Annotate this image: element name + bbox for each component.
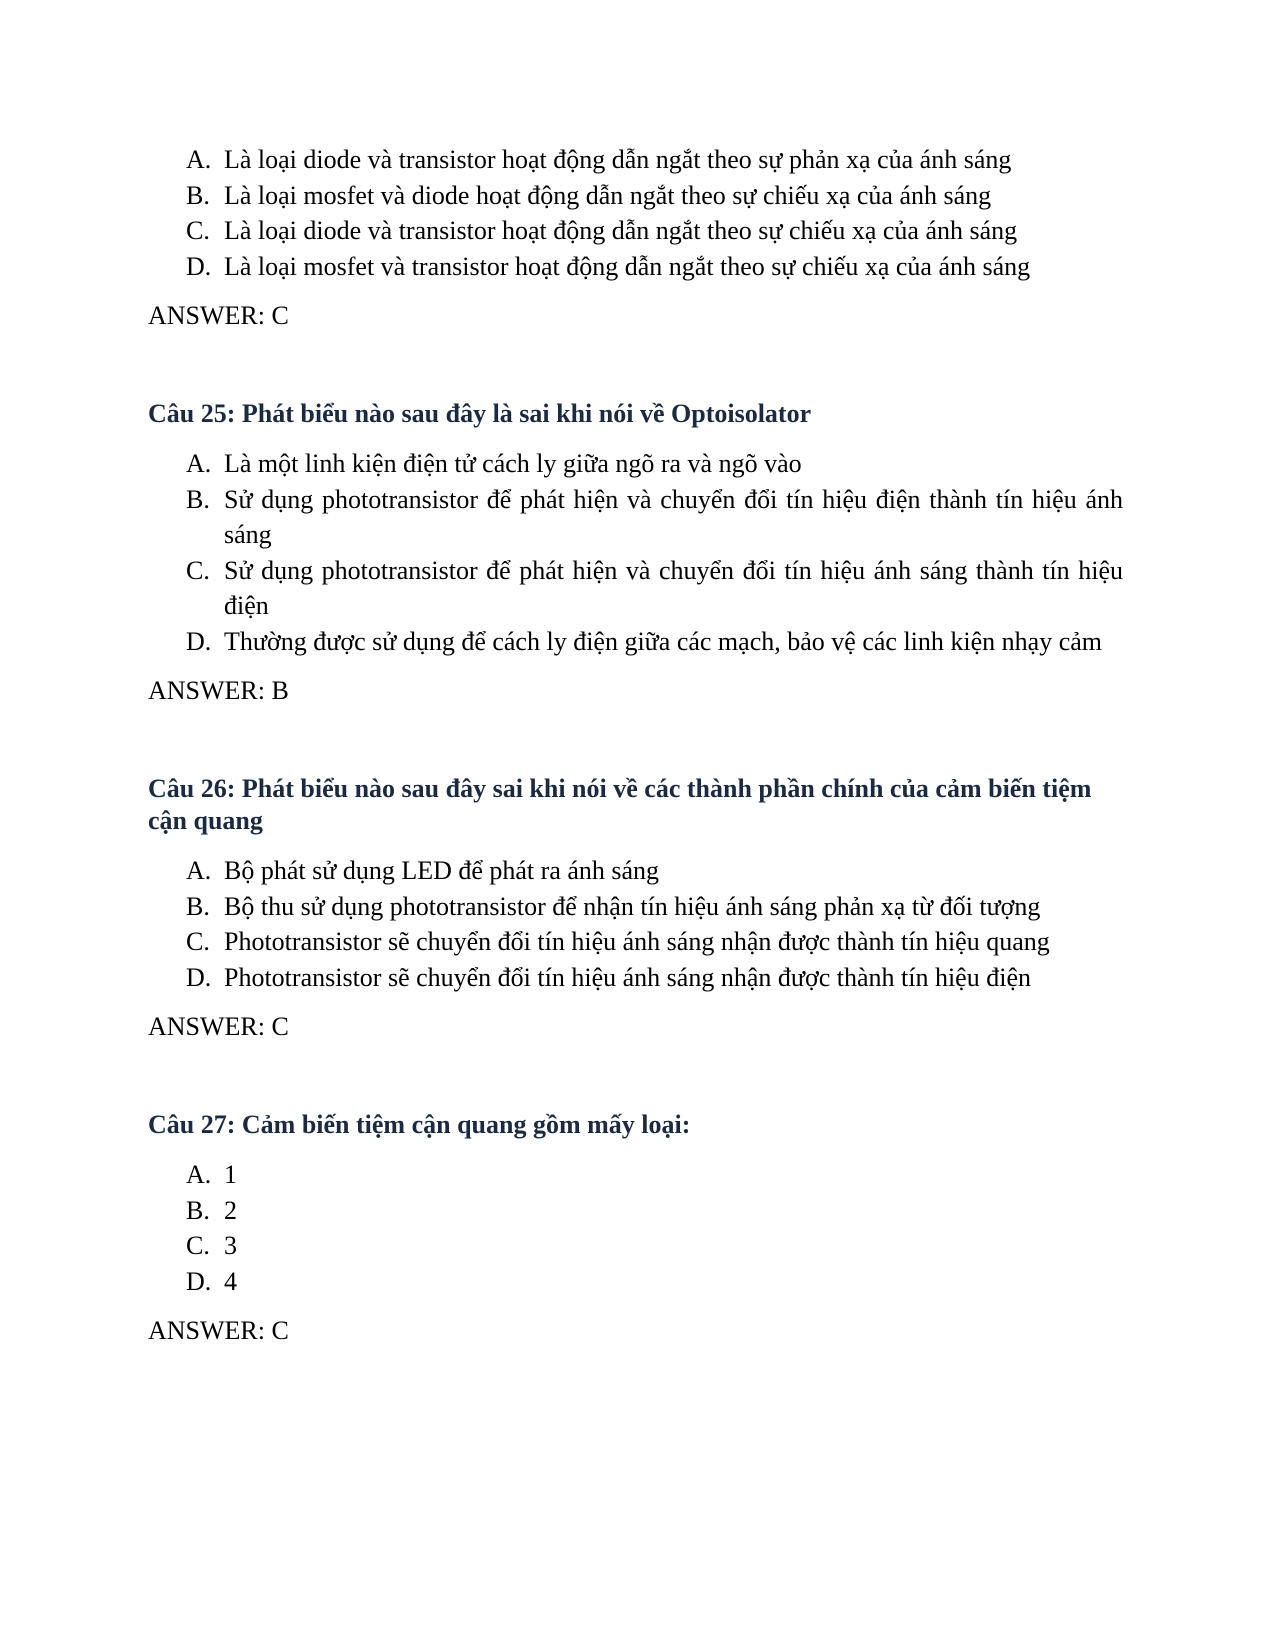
option-letter: B. [186,484,210,514]
option-letter: C. [186,1231,210,1260]
spacer [148,709,1123,773]
question-block-26 [148,773,1123,1045]
document-page [148,142,1123,1349]
question-block-24 [148,142,1123,334]
option-text: 3 [224,1231,237,1260]
option-d [148,624,1123,660]
option-letter: B. [186,180,210,210]
answer-line: ANSWER: C [148,1316,289,1345]
answer-line: ANSWER: B [148,676,289,705]
answer-line: ANSWER: C [148,301,289,330]
option-letter: A. [186,449,212,478]
option-letter: D. [186,251,212,281]
option-c [148,553,1123,624]
option-text: Là loại mosfet và transistor hoạt động dẫn ngắt theo sự chiếu xạ của ánh sáng [224,251,1031,281]
option-d [148,1264,1123,1300]
option-text: Là loại diode và transistor hoạt động dẫn ngắt theo sự phản xạ của ánh sáng [224,145,1012,174]
option-letter: D. [186,962,212,992]
options-list [148,446,1123,659]
option-a [148,446,1123,482]
option-text: Phototransistor sẽ chuyển đổi tín hiệu ánh sáng nhận được thành tín hiệu điện [224,962,1031,992]
spacer [148,1045,1123,1109]
option-b [148,889,1123,925]
option-text: Sử dụng phototransistor để phát hiện và chuyển đổi tín hiệu điện thành tín hiệu ánh sáng [224,484,1123,549]
question-heading: Câu 25: Phát biểu nào sau đây là sai khi nói về Optoisolator [148,399,812,428]
answer-line: ANSWER: C [148,1012,289,1041]
question-heading: Câu 27: Cảm biến tiệm cận quang gồm mấy loại: [148,1110,691,1139]
option-text: Bộ thu sử dụng phototransistor để nhận tín hiệu ánh sáng phản xạ từ đối tượng [224,891,1041,921]
option-text: Là loại diode và transistor hoạt động dẫn ngắt theo sự chiếu xạ của ánh sáng [224,216,1018,245]
option-text: Sử dụng phototransistor để phát hiện và chuyển đổi tín hiệu ánh sáng thành tín hiệu điện [224,555,1123,620]
option-text: Phototransistor sẽ chuyển đổi tín hiệu ánh sáng nhận được thành tín hiệu quang [224,927,1050,956]
question-block-27 [148,1109,1123,1349]
option-text: 2 [224,1195,237,1225]
option-letter: D. [186,626,212,656]
option-letter: D. [186,1266,212,1296]
option-a [148,1157,1123,1193]
option-letter: C. [186,555,210,585]
option-b [148,1193,1123,1229]
option-text: Là loại mosfet và diode hoạt động dẫn ngắt theo sự chiếu xạ của ánh sáng [224,180,992,210]
option-c [148,213,1123,249]
option-letter: A. [186,145,212,174]
option-letter: C. [186,927,210,956]
question-block-25 [148,398,1123,709]
option-letter: B. [186,1195,210,1225]
option-a [148,853,1123,889]
options-list [148,853,1123,995]
option-c [148,924,1123,960]
options-list [148,142,1123,284]
option-d [148,960,1123,996]
option-letter: A. [186,1160,212,1189]
option-letter: C. [186,216,210,245]
option-text: 4 [224,1266,237,1296]
option-letter: A. [186,856,212,885]
option-text: 1 [224,1160,237,1189]
option-d [148,249,1123,285]
option-text: Bộ phát sử dụng LED để phát ra ánh sáng [224,856,660,885]
option-c [148,1228,1123,1264]
question-heading: Câu 26: Phát biểu nào sau đây sai khi nói về các thành phần chính của cảm biến tiệm cận quang [148,774,1092,835]
option-letter: B. [186,891,210,921]
option-b [148,178,1123,214]
option-a [148,142,1123,178]
option-text: Thường được sử dụng để cách ly điện giữa các mạch, bảo vệ các linh kiện nhạy cảm [224,626,1102,656]
option-text: Là một linh kiện điện tử cách ly giữa ngõ ra và ngõ vào [224,449,802,478]
option-b [148,482,1123,553]
options-list [148,1157,1123,1299]
spacer [148,334,1123,398]
